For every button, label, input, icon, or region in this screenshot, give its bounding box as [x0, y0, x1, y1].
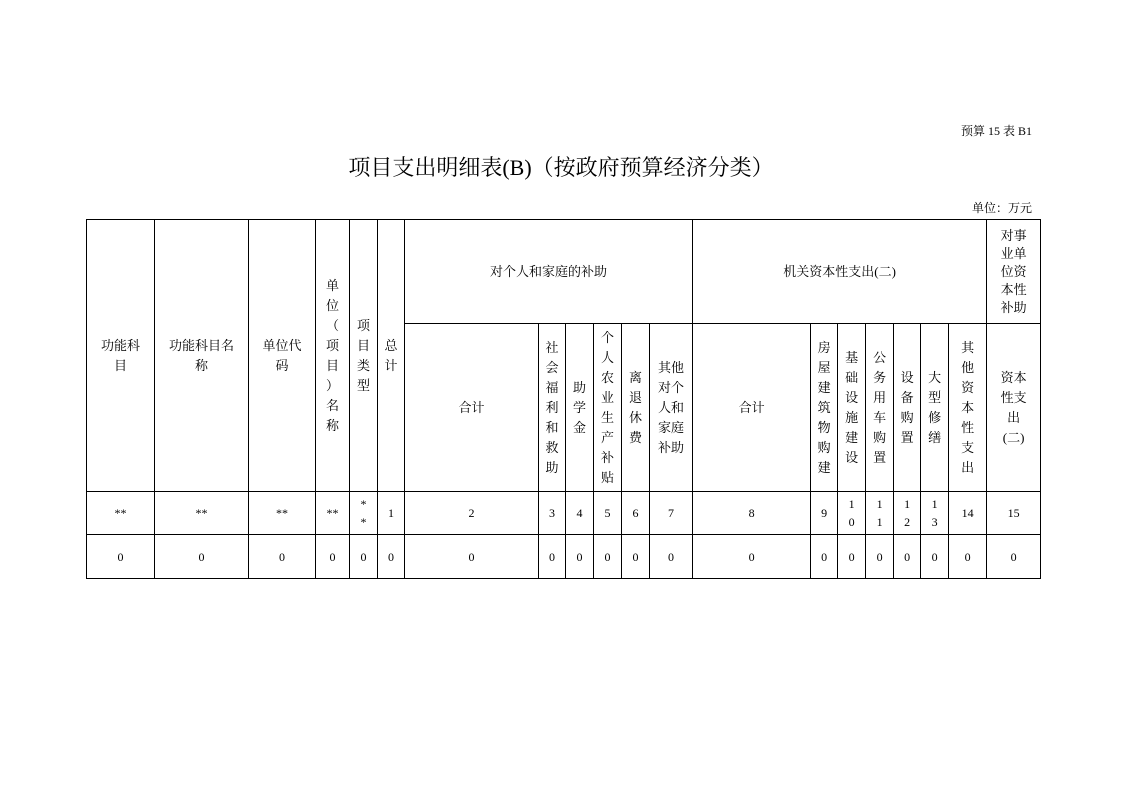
table-cell: 7: [650, 492, 693, 535]
other-personal-subsidy-label: 其他对个人和家庭补助: [658, 359, 685, 455]
personal-subsidy-group-header: [405, 220, 693, 324]
scholarship-label: 助学金: [572, 379, 586, 435]
table-cell: [350, 492, 378, 535]
table-cell: 15: [987, 492, 1041, 535]
page-title: 项目支出明细表(B)（按政府预算经济分类）: [348, 155, 774, 180]
social-welfare-label: 社会福利和救助: [545, 339, 559, 475]
table-cell-value: 12: [904, 497, 911, 529]
infrastructure-header: [838, 324, 866, 492]
func-subject-label: 功能科目: [100, 337, 140, 373]
unit-code-label: 单位代码: [262, 337, 302, 373]
table-cell: [866, 492, 894, 535]
table-cell: [921, 492, 949, 535]
table-cell: 6: [622, 492, 650, 535]
personal-subtotal-label: 合计: [458, 399, 485, 415]
capital-expenditure-2-label: 资本性支出(二): [1000, 369, 1027, 445]
table-cell: 0: [316, 535, 350, 579]
capital-expenditure-group-label: 机关资本性支出(二): [783, 263, 896, 279]
total-label: 总计: [384, 337, 398, 373]
table-cell: 0: [594, 535, 622, 579]
table-cell: 0: [378, 535, 405, 579]
social-welfare-header: [539, 324, 566, 492]
table-cell: 0: [622, 535, 650, 579]
table-cell: 5: [594, 492, 622, 535]
building-label: 房屋建筑物购建: [817, 339, 831, 475]
agri-subsidy-label: 个人农业生产补贴: [600, 329, 614, 485]
equipment-header: [894, 324, 921, 492]
table-cell: 0: [838, 535, 866, 579]
table-cell: [894, 492, 921, 535]
table-cell: 0: [566, 535, 594, 579]
table-cell: 0: [894, 535, 921, 579]
table-cell: 0: [405, 535, 539, 579]
equipment-label: 设备购置: [900, 369, 914, 445]
table-cell: 0: [921, 535, 949, 579]
table-cell: 3: [539, 492, 566, 535]
agri-subsidy-header: [594, 324, 622, 492]
capital-expenditure-2-header: [987, 324, 1041, 492]
major-repair-header: [921, 324, 949, 492]
table-cell: 8: [693, 492, 811, 535]
header-row-groups: [87, 220, 1041, 324]
table-cell: 1: [378, 492, 405, 535]
table-cell: 9: [811, 492, 838, 535]
other-capital-label: 其他资本性支出: [961, 339, 975, 475]
institution-capital-subsidy-header: [987, 220, 1041, 324]
table-cell: **: [155, 492, 249, 535]
table-cell: 0: [866, 535, 894, 579]
official-vehicle-header: [866, 324, 894, 492]
table-cell: 0: [811, 535, 838, 579]
table-cell: 14: [949, 492, 987, 535]
table-cell-value: **: [360, 497, 367, 529]
table-cell: **: [249, 492, 316, 535]
capital-subtotal-label: 合计: [738, 399, 765, 415]
table-cell-value: 10: [848, 497, 855, 529]
table-cell: 2: [405, 492, 539, 535]
personal-subtotal-header: [405, 324, 539, 492]
table-cell-value: 11: [876, 497, 883, 529]
table-cell: 0: [155, 535, 249, 579]
total-header: [378, 220, 405, 492]
table-row: [87, 535, 1041, 579]
table-cell: **: [316, 492, 350, 535]
other-personal-subsidy-header: [650, 324, 693, 492]
form-number: 预算 15 表 B1: [960, 124, 1032, 138]
table-cell: 0: [539, 535, 566, 579]
retirement-header: [622, 324, 650, 492]
func-subject-name-label: 功能科目名称: [168, 337, 234, 373]
table-cell: 0: [987, 535, 1041, 579]
major-repair-label: 大型修缮: [928, 369, 942, 445]
personal-subsidy-group-label: 对个人和家庭的补助: [490, 263, 608, 279]
table-cell: 0: [693, 535, 811, 579]
institution-capital-subsidy-label: 对事业单位资本性补助: [1000, 227, 1027, 315]
unit-project-name-header: [316, 220, 350, 492]
table-cell: 0: [87, 535, 155, 579]
official-vehicle-label: 公务用车购置: [873, 349, 887, 465]
capital-expenditure-group-header: [693, 220, 987, 324]
building-header: [811, 324, 838, 492]
capital-subtotal-header: [693, 324, 811, 492]
table-cell-value: 13: [931, 497, 938, 529]
func-subject-name-header: [155, 220, 249, 492]
unit-project-name-label: 单位（项目）名称: [325, 277, 339, 433]
other-capital-header: [949, 324, 987, 492]
table-row: [87, 492, 1041, 535]
func-subject-header: [87, 220, 155, 492]
unit-code-header: [249, 220, 316, 492]
infrastructure-label: 基础设施建设: [845, 349, 859, 465]
project-type-label: 项目类型: [356, 317, 370, 393]
project-type-header: [350, 220, 378, 492]
unit-label: 单位：万元: [971, 201, 1032, 215]
table-cell: **: [87, 492, 155, 535]
table-cell: 0: [949, 535, 987, 579]
retirement-label: 离退休费: [628, 369, 642, 445]
table-cell: 0: [650, 535, 693, 579]
table-cell: [838, 492, 866, 535]
scholarship-header: [566, 324, 594, 492]
table-cell: 0: [249, 535, 316, 579]
table-cell: 0: [350, 535, 378, 579]
budget-table: [86, 219, 1041, 579]
table-cell: 4: [566, 492, 594, 535]
